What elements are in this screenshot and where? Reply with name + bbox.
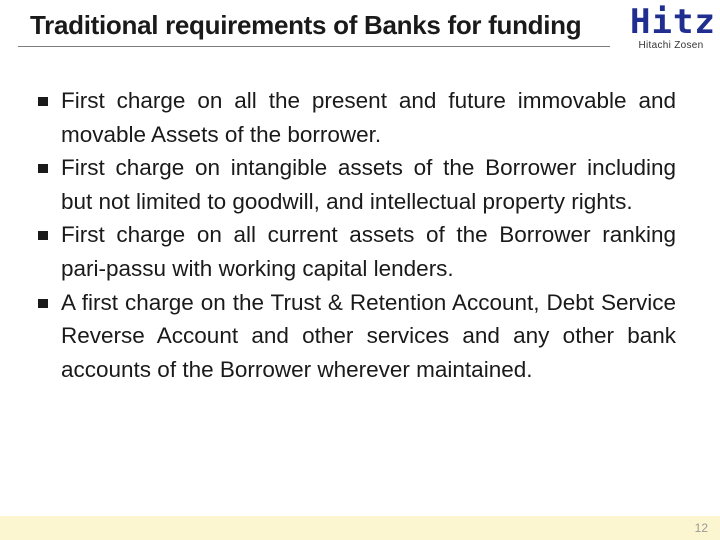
square-bullet-icon xyxy=(38,231,48,240)
square-bullet-icon xyxy=(38,164,48,173)
logo-subtitle: Hitachi Zosen xyxy=(638,40,704,51)
square-bullet-icon xyxy=(38,299,48,308)
slide-title: Traditional requirements of Banks for funding xyxy=(30,10,582,40)
bullet-text: First charge on intangible assets of the Borrower including but not limited to goodwill, and intellectual property rights. xyxy=(61,155,676,214)
bullet-item xyxy=(36,151,676,218)
bullet-item xyxy=(36,218,676,285)
bullet-text: A first charge on the Trust & Retention Account, Debt Service Reverse Account and other services and any other bank accounts of the Borrower wherever maintained. xyxy=(61,289,676,382)
bullet-text: First charge on all the present and future immovable and movable Assets of the borrower. xyxy=(61,88,676,147)
company-logo xyxy=(630,2,716,52)
title-divider xyxy=(18,46,610,47)
bullet-text: First charge on all current assets of the Borrower ranking pari-passu with working capital lenders. xyxy=(61,222,676,281)
square-bullet-icon xyxy=(38,97,48,106)
bullet-item xyxy=(36,84,676,151)
bullet-item xyxy=(36,286,676,387)
page-number: 12 xyxy=(694,521,708,535)
footer-bar xyxy=(0,516,720,540)
logo-mark: Hitz xyxy=(630,2,716,42)
bullet-list xyxy=(36,84,676,386)
